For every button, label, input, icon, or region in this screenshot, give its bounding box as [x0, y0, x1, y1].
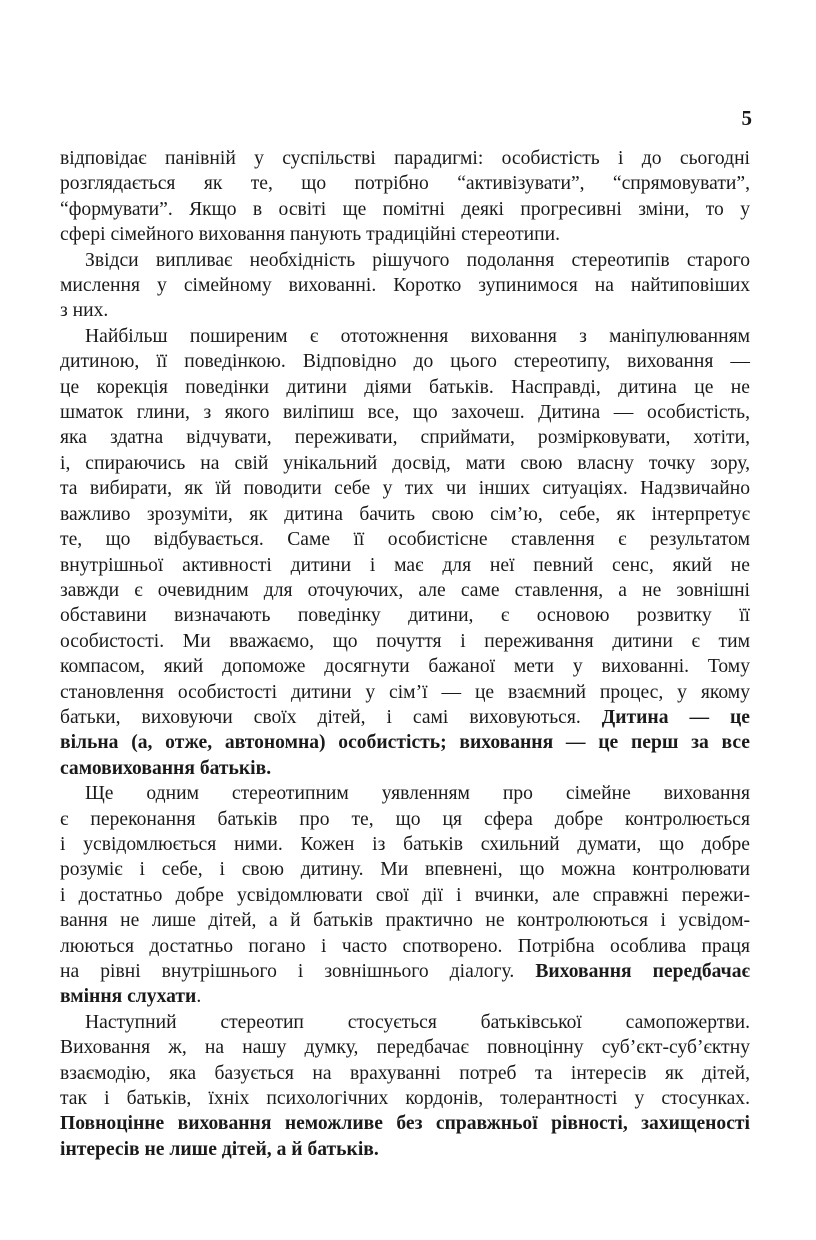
- plain-text: .: [196, 986, 202, 1008]
- text-line: і усвідомлюється ними. Кожен із батьків схильний думати, що добре: [60, 833, 750, 855]
- body-text: [60, 146, 750, 1162]
- paragraph-4: [60, 781, 750, 1010]
- text-line: сфері сімейного виховання панують традиційні стереотипи.: [60, 224, 561, 246]
- text-line: є переконання батьків про те, що ця сфера добре контролюється: [60, 808, 750, 830]
- emphasis-text: вміння слухати: [60, 986, 197, 1008]
- text-line: це корекція поведінки дитини діями батьків. Насправді, дитина це не: [60, 376, 750, 398]
- plain-text: батьки, виховуючи своїх дітей, і самі виховуються.: [60, 706, 581, 728]
- text-line: дитиною, її поведінкою. Відповідно до цього стереотипу, виховання —: [60, 351, 750, 373]
- page-number: 5: [741, 106, 752, 130]
- text-line: те, що відбувається. Саме її особистісне ставлення є результатом: [60, 529, 750, 551]
- emphasis-line: вільна (а, отже, автономна) особистість; виховання — це перш за все: [60, 732, 750, 754]
- text-line: з них.: [60, 300, 109, 322]
- text-line: розуміє і себе, і свою дитину. Ми впевнені, що можна контролювати: [60, 859, 750, 881]
- text-line: внутрішньої активності дитини і має для неї певний сенс, який не: [60, 554, 750, 576]
- text-line: “формувати”. Якщо в освіті ще помітні деякі прогресивні зміни, то у: [60, 198, 750, 220]
- text-line: відповідає панівній у суспільстві парадигмі: особистість і до сьогодні: [60, 148, 750, 169]
- text-line: Найбільш поширеним є ототожнення виховання з маніпулюванням: [85, 325, 750, 347]
- text-line: так і батьків, їхніх психологічних кордонів, толерантності у стосунках.: [60, 1088, 750, 1110]
- text-line: важливо зрозуміти, як дитина бачить свою сім’ю, себе, як інтерпретує: [60, 503, 750, 525]
- emphasis-line: Повноцінне виховання неможливе без справжньої рівності, захищеності: [60, 1113, 750, 1135]
- text-line: розглядається як те, що потрібно “активізувати”, “спрямовувати”,: [60, 173, 750, 195]
- text-line: обставини визначають поведінку дитини, є основою розвитку її: [60, 605, 750, 627]
- text-line: компасом, який допоможе досягнути бажаної мети у вихованні. Тому: [60, 656, 750, 678]
- text-line: Звідси випливає необхідність рішучого подолання стереотипів старого: [85, 249, 750, 271]
- text-line: завжди є очевидним для оточуючих, але саме ставлення, а не зовнішні: [60, 579, 750, 601]
- text-line: вання не лише дітей, а й батьків практично не контролюються і усвідом-: [60, 910, 750, 932]
- text-line: Ще одним стереотипним уявленням про сімейне виховання: [85, 783, 750, 805]
- emphasis-line: самовиховання батьків.: [60, 757, 272, 779]
- text-line: яка здатна відчувати, переживати, сприймати, розмірковувати, хотіти,: [60, 427, 750, 449]
- paragraph-3: [60, 324, 750, 781]
- paragraph-1: [60, 146, 750, 248]
- text-line: та вибирати, як їй поводити себе у тих чи інших ситуаціях. Надзвичайно: [60, 478, 750, 500]
- text-line: шматок глини, з якого виліпиш все, що захочеш. Дитина — особистість,: [60, 402, 750, 424]
- text-line: і достатньо добре усвідомлювати свої дії і вчинки, але справжні пережи-: [60, 884, 750, 906]
- text-line-mixed: [60, 705, 750, 730]
- text-line: люються достатньо погано і часто спотворено. Потрібна особлива праця: [60, 935, 750, 957]
- text-line: Наступний стереотип стосується батьківської самопожертви.: [85, 1011, 750, 1033]
- emphasis-text: Виховання передбачає: [535, 961, 750, 982]
- text-line: взаємодію, яка базується на врахуванні потреб та інтересів як дітей,: [60, 1062, 750, 1084]
- text-line-mixed: [60, 959, 750, 984]
- plain-text: на рівні внутрішнього і зовнішнього діалогу.: [60, 961, 515, 982]
- paragraph-2: [60, 248, 750, 324]
- emphasis-line: інтересів не лише дітей, а й батьків.: [60, 1138, 379, 1160]
- text-line: і, спираючись на свій унікальний досвід, мати свою власну точку зору,: [60, 452, 750, 474]
- paragraph-5: [60, 1010, 750, 1162]
- text-line: особистості. Ми вважаємо, що почуття і переживання дитини є тим: [60, 630, 750, 652]
- emphasis-text: Дитина — це: [601, 706, 750, 728]
- text-line: мислення у сімейному вихованні. Коротко зупинимося на найтиповіших: [60, 275, 750, 297]
- text-line: становлення особистості дитини у сім’ї — це взаємний процес, у якому: [60, 681, 750, 703]
- text-line: Виховання ж, на нашу думку, передбачає повноцінну суб’єкт-суб’єктну: [60, 1037, 750, 1059]
- text-line-mixed: [60, 984, 750, 1009]
